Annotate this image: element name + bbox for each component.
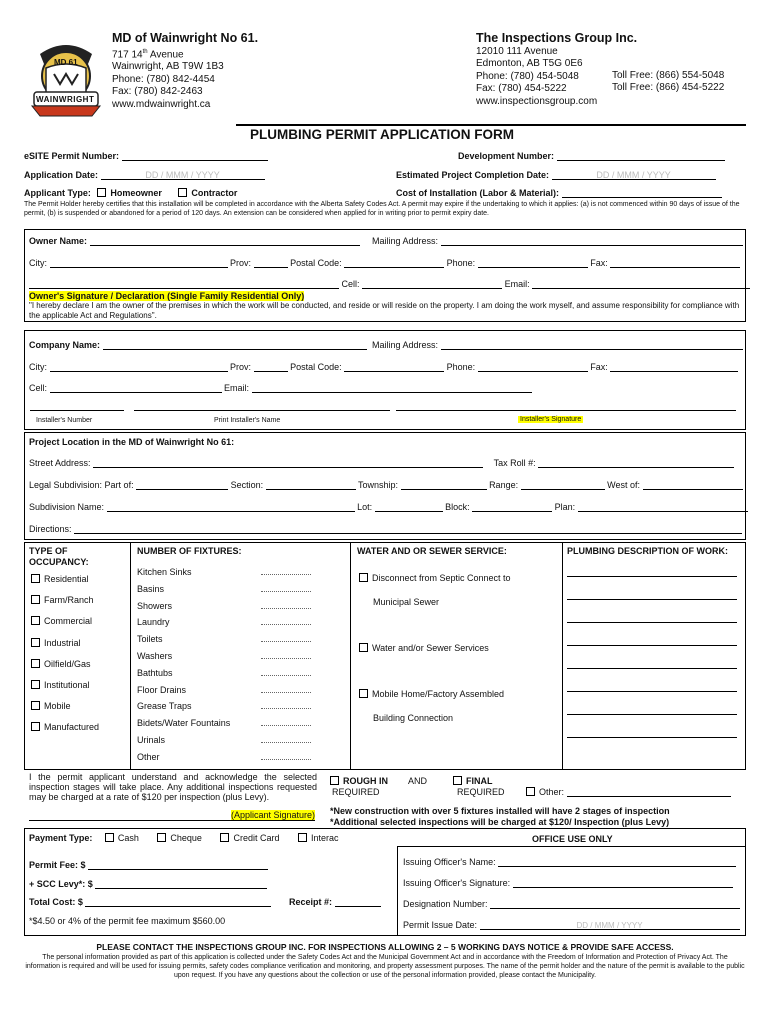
company-prov-input[interactable] (254, 363, 288, 372)
fixture-label: Toilets (137, 634, 163, 645)
fixture-row (137, 567, 192, 577)
directions-row: Directions: (29, 524, 742, 534)
occupancy-option (31, 595, 94, 605)
water-option-1: Disconnect from Septic Connect to (359, 573, 511, 583)
fixture-row (137, 584, 164, 594)
owner-mailing-input[interactable] (441, 237, 743, 246)
owner-fax-input[interactable] (610, 259, 740, 268)
occupancy-label: Residential (44, 574, 89, 584)
fixture-label: Urinals (137, 735, 166, 745)
municipality-website[interactable]: www.mdwainwright.ca (112, 98, 211, 110)
development-field: Development Number: (458, 151, 725, 161)
water-option-1-cont: Municipal Sewer (373, 597, 440, 607)
inspections-fax: Fax: (780) 454-5222 (476, 83, 567, 94)
owner-contact-row: Cell: Email: (29, 279, 750, 289)
fixture-count-input[interactable] (261, 668, 311, 676)
fixture-label: Laundry (137, 617, 170, 628)
applicant-signature-input[interactable] (29, 812, 231, 821)
officer-signature-input[interactable] (513, 879, 733, 888)
part-of-input[interactable] (136, 481, 228, 490)
and-label: AND (408, 776, 428, 786)
completion-date-input[interactable]: DD / MMM / YYYY (552, 170, 716, 180)
payment-type-row: Payment Type: Cash Cheque Credit Card Interac (29, 833, 339, 843)
water-option-3-cont: Building Connection (373, 713, 454, 723)
cost-input[interactable] (562, 188, 722, 198)
owner-signature-title: Owner's Signature / Declaration (Single Family Residential Only) (29, 291, 305, 301)
occupancy-checkbox[interactable] (31, 680, 40, 689)
range-input[interactable] (521, 481, 605, 490)
owner-name-field: Owner Name: (29, 236, 360, 246)
owner-phone-input[interactable] (478, 259, 588, 268)
designation-input[interactable] (490, 900, 740, 909)
inspection-note-2: *Additional selected inspections will be charged at $120/ Inspection (plus Levy) (330, 817, 670, 827)
other-option: Other: (526, 787, 731, 797)
form-title: PLUMBING PERMIT APPLICATION FORM (250, 127, 514, 142)
occupancy-checkbox[interactable] (31, 701, 40, 710)
owner-email-input[interactable] (532, 280, 750, 289)
township-input[interactable] (401, 481, 487, 490)
rough-in-required: REQUIRED (332, 787, 380, 797)
cash-checkbox[interactable] (105, 833, 114, 842)
contractor-checkbox[interactable] (178, 188, 187, 197)
fixture-row (137, 651, 172, 661)
col-divider-2 (350, 542, 351, 770)
fixture-label: Grease Traps (137, 701, 192, 712)
section-input[interactable] (266, 481, 356, 490)
fixture-row (137, 752, 160, 762)
cost-field: Cost of Installation (Labor & Material): (396, 188, 722, 198)
company-mailing-input[interactable] (441, 341, 743, 350)
installer-signature-line[interactable] (396, 410, 736, 411)
fixture-label: Bathtubs (137, 667, 173, 678)
company-mailing-field: Mailing Address: (372, 340, 743, 350)
west-of-input[interactable] (643, 481, 743, 490)
location-title: Project Location in the MD of Wainwright No 61: (29, 437, 235, 447)
homeowner-checkbox[interactable] (97, 188, 106, 197)
occupancy-option (31, 638, 81, 648)
inspections-address-1: 12010 111 Avenue (476, 45, 558, 57)
description-title: PLUMBING DESCRIPTION OF WORK: (567, 546, 728, 556)
directions-input[interactable] (74, 525, 742, 534)
fixture-label: Floor Drains (137, 684, 187, 695)
header-rule (236, 124, 746, 126)
issue-date-field: Permit Issue Date: DD / MMM / YYYY (403, 920, 740, 930)
owner-city-row: City: Prov: Postal Code: Phone: Fax: (29, 258, 740, 268)
installer-signature-label: Installer's Signature (520, 416, 582, 423)
installer-name-line[interactable] (134, 410, 390, 411)
description-line[interactable] (567, 668, 737, 669)
fixture-count-input[interactable] (261, 735, 311, 743)
esite-field: eSITE Permit Number: (24, 151, 268, 161)
scc-levy-input[interactable] (95, 880, 267, 889)
fixture-row (137, 617, 170, 627)
final-required: REQUIRED (457, 787, 505, 797)
fixtures-title: NUMBER OF FIXTURES: (137, 546, 242, 556)
permit-fee-input[interactable] (88, 861, 268, 870)
md-wainwright-crest-icon (26, 34, 106, 120)
col-divider-3 (562, 542, 563, 770)
occupancy-label: Farm/Ranch (44, 595, 94, 605)
total-cost-field: Total Cost: $ (29, 897, 271, 907)
legal-row: Legal Subdivision: Part of: Section: Township: Range: West of: (29, 480, 743, 490)
occupancy-option (31, 680, 90, 690)
company-phone-input[interactable] (478, 363, 588, 372)
fixture-count-input[interactable] (261, 701, 311, 709)
fixture-label: Other (137, 751, 160, 762)
final-checkbox[interactable] (453, 776, 462, 785)
subdivision-input[interactable] (107, 503, 355, 512)
toll-free-fax: Toll Free: (866) 454-5222 (612, 82, 725, 93)
interac-checkbox[interactable] (298, 833, 307, 842)
occupancy-checkbox[interactable] (31, 659, 40, 668)
inspections-phone: Phone: (780) 454-5048 (476, 70, 579, 82)
occupancy-option (31, 701, 71, 711)
description-line[interactable] (567, 599, 737, 600)
description-line[interactable] (567, 714, 737, 715)
inspections-address-2: Edmonton, AB T5G 0E6 (476, 58, 583, 69)
fixture-count-input[interactable] (261, 601, 311, 609)
occupancy-title: TYPE OF OCCUPANCY: (29, 546, 89, 567)
scc-levy-field: + SCC Levy*: $ (29, 879, 267, 889)
fixture-count-input[interactable] (261, 718, 311, 726)
occupancy-label: Oilfield/Gas (44, 659, 91, 669)
fixture-count-input[interactable] (261, 567, 311, 575)
fixture-count-input[interactable] (261, 752, 311, 760)
company-city-input[interactable] (50, 363, 228, 372)
fixture-label: Basins (137, 583, 165, 594)
fixture-row (137, 735, 165, 745)
fixture-label: Bidets/Water Fountains (137, 718, 231, 729)
privacy-notice: The personal information provided as part of this application is collected under the Safety Codes Act and the Municipal Government Act and in accordance with the Freedom of Information and Protection of Privacy Act. The information is required and will be used for issuing permits, safety codes compliance verification and monitoring, and property assessment purposes. The name of the permit holder and the nature of the permit is available to the public upon request. If you have any questions about the collection or use of the personal information provided, please contact the Municipality. (25, 954, 745, 979)
officer-signature-field: Issuing Officer's Signature: (403, 878, 733, 888)
logo-top-text: MD 61 (54, 58, 78, 67)
final-option: FINAL (453, 776, 493, 786)
issue-date-input[interactable]: DD / MMM / YYYY (480, 921, 740, 930)
applicant-signature-label: (Applicant Signature) (231, 810, 316, 820)
installer-name-label: Print Installer's Name (214, 417, 281, 424)
occupancy-checkbox[interactable] (31, 722, 40, 731)
municipality-phone: Phone: (780) 842-4454 (112, 73, 215, 85)
water-sewer-services-checkbox[interactable] (359, 643, 368, 652)
designation-field: Designation Number: (403, 899, 740, 909)
lot-input[interactable] (375, 503, 443, 512)
municipality-fax: Fax: (780) 842-2463 (112, 86, 203, 98)
owner-extra-input[interactable] (29, 280, 339, 289)
description-line[interactable] (567, 691, 737, 692)
water-option-2: Water and/or Sewer Services (359, 643, 489, 653)
municipality-logo (26, 34, 106, 120)
fixture-count-input[interactable] (261, 651, 311, 659)
owner-postal-input[interactable] (344, 259, 444, 268)
levy-note: *$4.50 or 4% of the permit fee maximum $560.00 (29, 916, 226, 926)
municipality-name: MD of Wainwright No 61. (112, 31, 259, 45)
owner-mailing-field: Mailing Address: (372, 236, 743, 246)
fixture-count-input[interactable] (261, 617, 311, 625)
logo-banner-text: WAINWRIGHT (36, 95, 95, 104)
permit-expiry-notice: The Permit Holder hereby certifies that this installation will be completed in accordance with the Alberta Safety Codes Act. A permit may expire if the undertaking to which it applies: (a) is not commenced within 90 days of issue of the permit, (b) is suspended or abandoned for a period of 120 days. An extension can be considered when applied for in writing prior to permit expiry date. (24, 201, 740, 217)
municipality-contact (112, 32, 258, 111)
municipality-address-1: 717 14th Avenue (112, 48, 184, 60)
water-option-3: Mobile Home/Factory Assembled (359, 689, 504, 699)
installer-number-line[interactable] (30, 410, 124, 411)
rough-in-option: ROUGH IN (330, 776, 388, 786)
other-checkbox[interactable] (526, 787, 535, 796)
inspections-group-name: The Inspections Group Inc. (476, 31, 638, 45)
homeowner-label: Homeowner (110, 188, 162, 198)
inspection-note-1: *New construction with over 5 fixtures installed will have 2 stages of inspection (330, 806, 670, 816)
officer-name-input[interactable] (498, 858, 736, 867)
application-date-input[interactable]: DD / MMM / YYYY (101, 170, 265, 180)
credit-card-checkbox[interactable] (220, 833, 229, 842)
company-cell-input[interactable] (50, 384, 222, 393)
total-cost-input[interactable] (85, 898, 271, 907)
company-postal-input[interactable] (344, 363, 444, 372)
applicant-type-field: Applicant Type: Homeowner Contractor (24, 188, 238, 198)
contractor-label: Contractor (191, 188, 238, 198)
fixture-row (137, 718, 230, 728)
description-line[interactable] (567, 622, 737, 623)
permit-fee-field: Permit Fee: $ (29, 860, 268, 870)
plan-input[interactable] (578, 503, 748, 512)
mobile-home-checkbox[interactable] (359, 689, 368, 698)
payment-divider (397, 846, 398, 936)
septic-disconnect-checkbox[interactable] (359, 573, 368, 582)
fixture-count-input[interactable] (261, 685, 311, 693)
company-name-input[interactable] (103, 341, 367, 350)
occupancy-option (31, 722, 99, 732)
company-name-field: Company Name: (29, 340, 367, 350)
owner-prov-input[interactable] (254, 259, 288, 268)
description-line[interactable] (567, 645, 737, 646)
esite-input[interactable] (122, 151, 268, 161)
rough-in-checkbox[interactable] (330, 776, 339, 785)
installer-number-label: Installer's Number (36, 417, 93, 424)
fixture-row (137, 668, 173, 678)
occupancy-checkbox[interactable] (31, 574, 40, 583)
occupancy-label: Industrial (44, 638, 81, 648)
other-input[interactable] (567, 788, 731, 797)
applicant-signature-field (29, 810, 315, 821)
fixture-row (137, 634, 163, 644)
inspection-acknowledgement: I the permit applicant understand and acknowledge the selected inspection stages will take place. Any additional inspections requested may be charged at a rate of $120 per inspection (plus Levy). (29, 772, 317, 802)
fixture-row (137, 685, 186, 695)
street-address-input[interactable] (93, 459, 483, 468)
development-input[interactable] (557, 151, 725, 161)
owner-city-input[interactable] (50, 259, 228, 268)
col-divider-1 (130, 542, 131, 770)
owner-declaration: "I hereby declare I am the owner of the premises in which the work will be conducted, and reside or will reside on the property. I am doing the work myself, and assume responsibility for compliance with the applicable Act and Regulations". (29, 301, 740, 320)
company-city-row: City: Prov: Postal Code: Phone: Fax: (29, 362, 738, 372)
description-line[interactable] (567, 576, 737, 577)
occupancy-label: Mobile (44, 701, 71, 711)
occupancy-checkbox[interactable] (31, 638, 40, 647)
municipality-address-2: Wainwright, AB T9W 1B3 (112, 61, 224, 73)
owner-name-input[interactable] (90, 237, 360, 246)
fixture-row (137, 601, 172, 611)
occupancy-option (31, 659, 91, 669)
subdivision-row: Subdivision Name: Lot: Block: Plan: (29, 502, 748, 512)
fixture-row (137, 701, 192, 711)
fixture-count-input[interactable] (261, 584, 311, 592)
fixture-label: Kitchen Sinks (137, 567, 192, 577)
cheque-checkbox[interactable] (157, 833, 166, 842)
water-sewer-title: WATER AND OR SEWER SERVICE: (357, 546, 507, 556)
application-date-field: Application Date: DD / MMM / YYYY (24, 170, 265, 180)
receipt-input[interactable] (335, 898, 381, 907)
fixture-count-input[interactable] (261, 634, 311, 642)
occupancy-label: Institutional (44, 680, 90, 690)
inspections-website[interactable]: www.inspectionsgroup.com (476, 95, 598, 107)
company-email-input[interactable] (252, 384, 532, 393)
fixture-label: Showers (137, 600, 173, 611)
occupancy-option (31, 574, 89, 584)
inspection-contact-notice: PLEASE CONTACT THE INSPECTIONS GROUP INC. FOR INSPECTIONS ALLOWING 2 – 5 WORKING DAYS NOTICE & PROVIDE SAFE ACCESS. (96, 942, 674, 952)
owner-cell-input[interactable] (362, 280, 502, 289)
officer-name-field: Issuing Officer's Name: (403, 857, 736, 867)
street-row: Street Address: Tax Roll #: (29, 458, 734, 468)
description-line[interactable] (567, 737, 737, 738)
fixture-label: Washers (137, 651, 173, 661)
tax-roll-input[interactable] (538, 459, 734, 468)
company-contact-row: Cell: Email: (29, 383, 532, 393)
office-use-title: OFFICE USE ONLY (532, 834, 613, 844)
payment-header-rule (397, 846, 746, 847)
occupancy-checkbox[interactable] (31, 595, 40, 604)
completion-date-field: Estimated Project Completion Date: DD / MMM / YYYY (396, 170, 716, 180)
occupancy-option (31, 616, 92, 626)
occupancy-label: Manufactured (44, 722, 100, 732)
receipt-field: Receipt #: (289, 897, 381, 907)
block-input[interactable] (472, 503, 552, 512)
occupancy-checkbox[interactable] (31, 616, 40, 625)
company-fax-input[interactable] (610, 363, 738, 372)
toll-free-phone: Toll Free: (866) 554-5048 (612, 70, 725, 81)
occupancy-label: Commercial (44, 616, 93, 626)
